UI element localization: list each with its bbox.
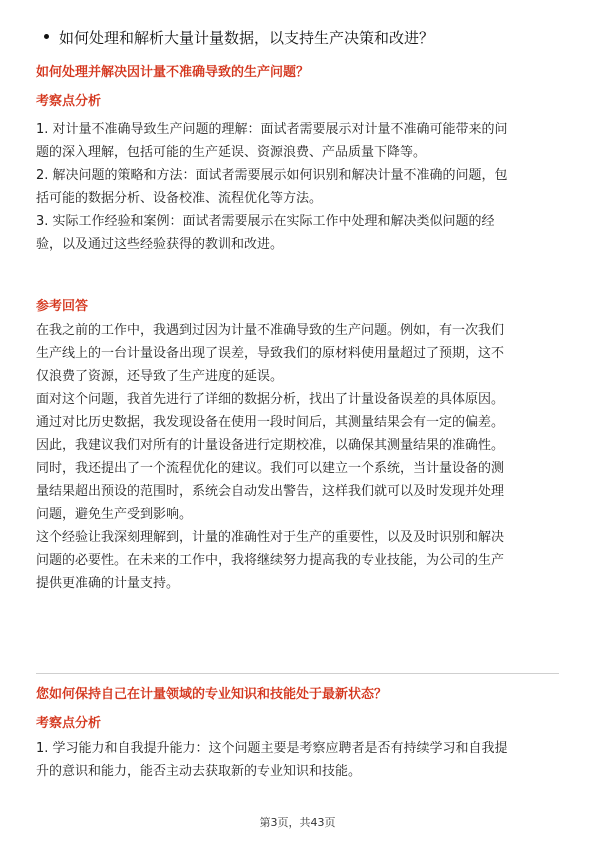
text-line: 提供更准确的计量支持。 bbox=[36, 576, 180, 591]
text-line: 量结果超出预设的范围时，系统会自动发出警告，这样我们就可以及时发现并处理 bbox=[36, 484, 505, 499]
text-line: 3. 实际工作经验和案例：面试者需要展示在实际工作中处理和解决类似问题的经 bbox=[36, 214, 495, 229]
analysis-heading-1: 考察点分析 bbox=[36, 94, 102, 109]
section-divider bbox=[36, 673, 559, 674]
answer-paragraph-1 bbox=[36, 319, 560, 595]
text-line: 这个经验让我深刻理解到，计量的准确性对于生产的重要性，以及及时识别和解决 bbox=[36, 530, 505, 545]
bullet-dot-icon bbox=[44, 34, 49, 39]
text-line: 仅浪费了资源，还导致了生产进度的延误。 bbox=[36, 369, 284, 384]
page-footer: 第3页，共43页 bbox=[259, 816, 336, 829]
text-line: 1. 对计量不准确导致生产问题的理解：面试者需要展示对计量不准确可能带来的问 bbox=[36, 122, 508, 137]
text-line: 题的深入理解，包括可能的生产延误、资源浪费、产品质量下降等。 bbox=[36, 145, 427, 160]
text-line: 因此，我建议我们对所有的计量设备进行定期校准，以确保其测量结果的准确性。 bbox=[36, 438, 505, 453]
question-title-2: 您如何保持自己在计量领域的专业知识和技能处于最新状态？ bbox=[36, 687, 388, 702]
text-line: 验，以及通过这些经验获得的教训和改进。 bbox=[36, 237, 284, 252]
text-line: 同时，我还提出了一个流程优化的建议。我们可以建立一个系统，当计量设备的测 bbox=[36, 461, 505, 476]
answer-heading-1: 参考回答 bbox=[36, 299, 89, 314]
analysis-paragraph-2 bbox=[36, 737, 560, 783]
text-line: 在我之前的工作中，我遇到过因为计量不准确导致的生产问题。例如，有一次我们 bbox=[36, 323, 505, 338]
text-line: 问题的必要性。在未来的工作中，我将继续努力提高我的专业技能，为公司的生产 bbox=[36, 553, 505, 568]
text-line: 生产线上的一台计量设备出现了误差，导致我们的原材料使用量超过了预期，这不 bbox=[36, 346, 505, 361]
text-line: 通过对比历史数据，我发现设备在使用一段时间后，其测量结果会有一定的偏差。 bbox=[36, 415, 505, 430]
text-line: 面对这个问题，我首先进行了详细的数据分析，找出了计量设备误差的具体原因。 bbox=[36, 392, 505, 407]
top-bullet-text: 如何处理和解析大量计量数据，以支持生产决策和改进？ bbox=[59, 29, 435, 47]
text-line: 1. 学习能力和自我提升能力：这个问题主要是考察应聘者是否有持续学习和自我提 bbox=[36, 741, 508, 756]
analysis-paragraph-1 bbox=[36, 118, 560, 256]
text-line: 升的意识和能力，能否主动去获取新的专业知识和技能。 bbox=[36, 764, 362, 779]
analysis-heading-2: 考察点分析 bbox=[36, 716, 102, 731]
question-title-1: 如何处理并解决因计量不准确导致的生产问题？ bbox=[36, 65, 310, 80]
text-line: 2. 解决问题的策略和方法：面试者需要展示如何识别和解决计量不准确的问题，包 bbox=[36, 168, 508, 183]
text-line: 问题，避免生产受到影响。 bbox=[36, 507, 193, 522]
top-bullet-item bbox=[44, 28, 434, 48]
text-line: 括可能的数据分析、设备校准、流程优化等方法。 bbox=[36, 191, 323, 206]
